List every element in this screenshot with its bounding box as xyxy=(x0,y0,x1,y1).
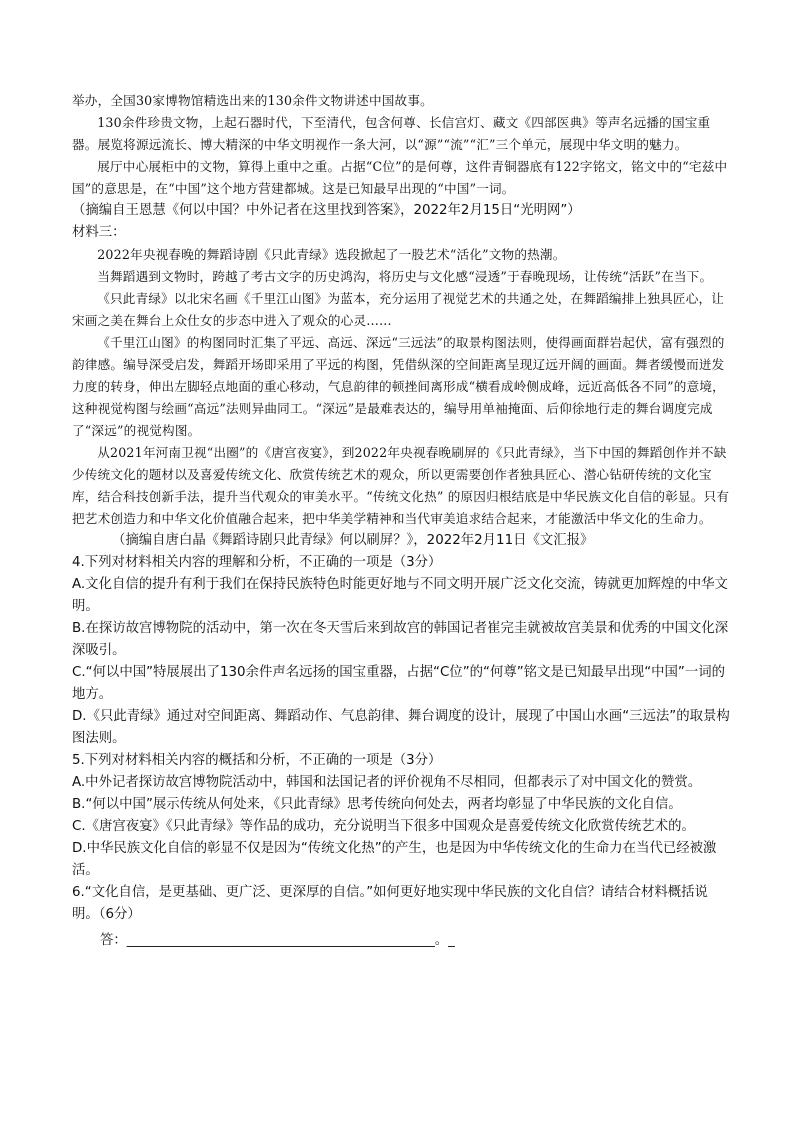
option-b[interactable]: B.在探访故宫博物院的活动中，第一次在冬天雪后来到故宫的韩国记者崔完圭就被故宫美景和优秀的中国文化深深吸引。 xyxy=(72,621,729,658)
material-2-tail xyxy=(72,90,732,200)
answer-line[interactable] xyxy=(72,930,732,952)
answer-suffix: 。_ xyxy=(434,933,455,948)
material-heading: 材料三： xyxy=(72,225,126,240)
question-stem: 6.“文化自信，是更基础、更广泛、更深厚的自信。”如何更好地实现中华民族的文化自信？请结合材料概括说明。（6分） xyxy=(72,885,708,922)
paragraph: 当舞蹈遇到文物时，跨越了考古文字的历史鸿沟，将历史与文化感“浸透”于春晚现场，让传统“活跃”在当下。 xyxy=(97,269,713,284)
question-4 xyxy=(72,552,732,750)
paragraph: 《只此青绿》以北宋名画《千里江山图》为蓝本，充分运用了视觉艺术的共通之处，在舞蹈编排上独具匠心，让宋画之美在舞台上众仕女的步态中进入了观众的心灵…… xyxy=(72,291,725,328)
question-5 xyxy=(72,750,732,882)
material-3 xyxy=(72,244,732,530)
option-d[interactable]: D.中华民族文化自信的彰显不仅是因为“传统文化热”的产生，也是因为中华传统文化的生命力在当代已经被激活。 xyxy=(72,841,717,878)
paragraph: 展厅中心展柜中的文物，算得上重中之重。占据“C位”的是何尊，这件青铜器底有122字铭文，铭文中的“宅兹中国”的意思是，在“中国”这个地方营建都城。这是已知最早出现的“中国”一词。 xyxy=(72,159,728,196)
question-stem: 4.下列对材料相关内容的理解和分析，不正确的一项是（3分） xyxy=(72,555,442,570)
question-stem: 5.下列对材料相关内容的概括和分析，不正确的一项是（3分） xyxy=(72,753,442,768)
answer-prefix: 答： xyxy=(100,933,127,948)
question-6 xyxy=(72,882,732,926)
paragraph: 举办，全国30家博物馆精选出来的130余件文物讲述中国故事。 xyxy=(72,93,433,108)
option-a[interactable]: A.中外记者探访故宫博物院活动中，韩国和法国记者的评价视角不尽相同，但都表示了对中国文化的赞赏。 xyxy=(72,775,702,790)
option-c[interactable]: C.《唐宫夜宴》《只此青绿》等作品的成功，充分说明当下很多中国观众是喜爱传统文化欣赏传统艺术的。 xyxy=(72,819,695,834)
option-c[interactable]: C.“何以中国”特展展出了130余件声名远扬的国宝重器，占据“C位”的“何尊”铭文是已知最早出现“中国”一词的地方。 xyxy=(72,665,726,702)
paragraph: 130余件珍贵文物，上起石器时代，下至清代，包含何尊、长信宫灯、藏文《四部医典》等声名远播的国宝重器。展览将源远流长、博大精深的中华文明视作一条大河，以“源”“流”“汇”三个单元，展现中华文明的魅力。 xyxy=(72,115,711,152)
paragraph: 从2021年河南卫视“出圈”的《唐宫夜宴》，到2022年央视春晚刷屏的《只此青绿》，当下中国的舞蹈创作并不缺少传统文化的题材以及喜爱传统文化、欣赏传统艺术的观众，所以更需要创作者独具匠心、潜心钻研传统的文化宝库，结合科技创新手法，提升当代观众的审美水平。“传统文化热” 的原因归根结底是中华民族文化自信的彰显。只有把艺术创造力和中华文化价值融合起来，把中华美学精神和当代审美追求结合起来，才能激活中华文化的生命力。 xyxy=(72,445,730,526)
paragraph: 2022年央视春晚的舞蹈诗剧《只此青绿》选段掀起了一股艺术“活化”文物的热潮。 xyxy=(97,247,566,262)
paragraph: 《千里江山图》的构图同时汇集了平远、高远、深远“三远法”的取景构图法则，使得画面群岩起伏，富有强烈的韵律感。编导深受启发，舞蹈开场即采用了平远的构图，凭借纵深的空间距离呈现辽远开阔的画面。舞者缓慢而迸发力度的转身，伸出左脚轻点地面的重心移动，气息韵律的顿挫间离形成“横看成岭侧成峰，远近高低各不同”的意境，这种视觉构图与绘画“高远”法则异曲同工。“深远”是最难表达的，编导用单袖掩面、后仰徐地行走的舞台调度完成了“深远”的视觉构图。 xyxy=(72,335,725,438)
citation: （摘编自唐白晶《舞蹈诗剧只此青绿》何以刷屏？》，2022年2月11日《文汇报》 xyxy=(112,533,594,548)
citation: （摘编自王恩慧《何以中国？中外记者在这里找到答案》，2022年2月15日“光明网”） xyxy=(72,203,581,218)
option-d[interactable]: D.《只此青绿》通过对空间距离、舞蹈动作、气息韵律、舞台调度的设计，展现了中国山水画“三远法”的取景构图法则。 xyxy=(72,709,730,746)
option-b[interactable]: B.“何以中国”展示传统从何处来，《只此青绿》思考传统向何处去，两者均彰显了中华民族的文化自信。 xyxy=(72,797,682,812)
option-a[interactable]: A.文化自信的提升有利于我们在保持民族特色时能更好地与不同文明开展广泛文化交流，铸就更加辉煌的中华文明。 xyxy=(72,577,728,614)
answer-blank[interactable]: ______________________________________________ xyxy=(126,933,435,948)
